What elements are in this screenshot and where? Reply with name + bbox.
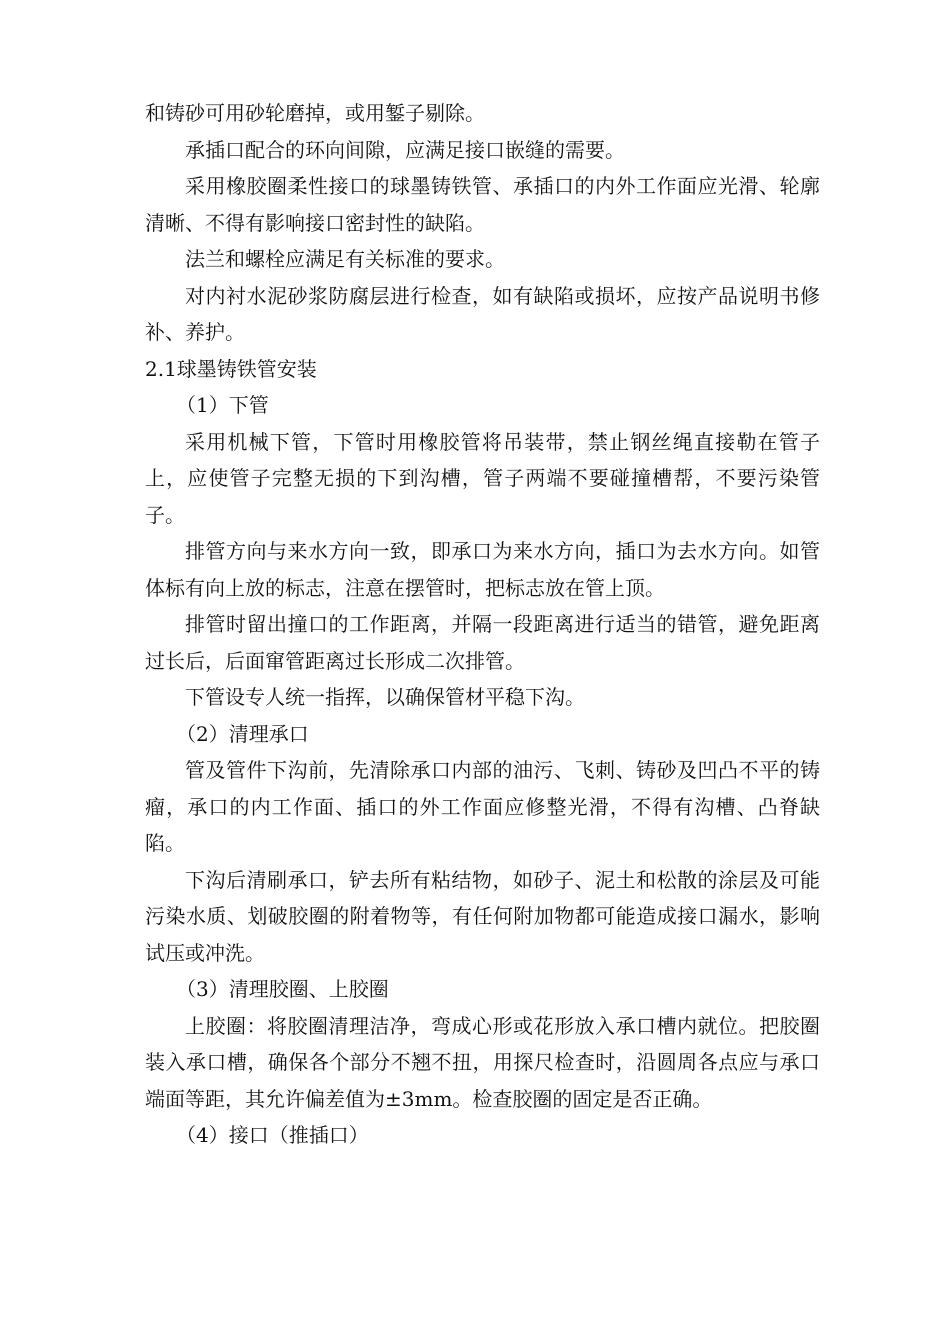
paragraph-rubber-ring-joint: 采用橡胶圈柔性接口的球墨铸铁管、承插口的内外工作面应光滑、轮廓清晰、不得有影响接口密封性的缺陷。	[145, 174, 820, 235]
paragraph-clean-before: 管及管件下沟前，先清除承口内部的油污、飞刺、铸砂及凹凸不平的铸瘤，承口的内工作面、插口的外工作面应修整光滑，不得有沟槽、凸脊缺陷。	[145, 758, 820, 855]
paragraph-clean-after: 下沟后清刷承口，铲去所有粘结物，如砂子、泥土和松散的涂层及可能污染水质、划破胶圈的附着物等，有任何附加物都可能造成接口漏水，影响试压或冲洗。	[145, 867, 820, 965]
paragraph-mechanical-lowering: 采用机械下管，下管时用橡胶管将吊装带，禁止钢丝绳直接勒在管子上，应使管子完整无损的下到沟槽，管子两端不要碰撞槽帮，不要污染管子。	[145, 429, 820, 527]
paragraph-continuation: 和铸砂可用砂轮磨掉，或用錾子剔除。	[145, 101, 485, 125]
document-body	[145, 95, 820, 1154]
subheading-4-joint: （4）接口（推插口）	[176, 1123, 369, 1147]
paragraph-pipe-direction: 排管方向与来水方向一致，即承口为来水方向，插口为去水方向。如管体标有向上放的标志，注意在摆管时，把标志放在管上顶。	[145, 539, 820, 600]
paragraph-socket-gap: 承插口配合的环向间隙，应满足接口嵌缝的需要。	[185, 137, 625, 162]
paragraph-install-ring: 上胶圈：将胶圈清理洁净，弯成心形或花形放入承口槽内就位。把胶圈装入承口槽，确保各个部分不翘不扭，用探尺检查时，沿圆周各点应与承口端面等距，其允许偏差值为±3mm。检查胶圈的固定是否正确。	[145, 1013, 820, 1111]
section-heading-2-1: 2.1球墨铸铁管安装	[145, 356, 317, 381]
paragraph-cement-lining: 对内衬水泥砂浆防腐层进行检查，如有缺陷或损坏，应按产品说明书修补、养护。	[145, 283, 820, 344]
subheading-3-rubber-ring: （3）清理胶圈、上胶圈	[176, 977, 389, 1001]
paragraph-flange-bolts: 法兰和螺栓应满足有关标准的要求。	[185, 247, 505, 271]
subheading-2-clean-socket: （2）清理承口	[176, 721, 309, 746]
subheading-1-lowering: （1）下管	[176, 393, 269, 417]
paragraph-working-distance: 排管时留出撞口的工作距离，并隔一段距离进行适当的错管，避免距离过长后，后面窜管距离过长形成二次排管。	[145, 612, 820, 673]
paragraph-command: 下管设专人统一指挥，以确保管材平稳下沟。	[185, 685, 585, 709]
